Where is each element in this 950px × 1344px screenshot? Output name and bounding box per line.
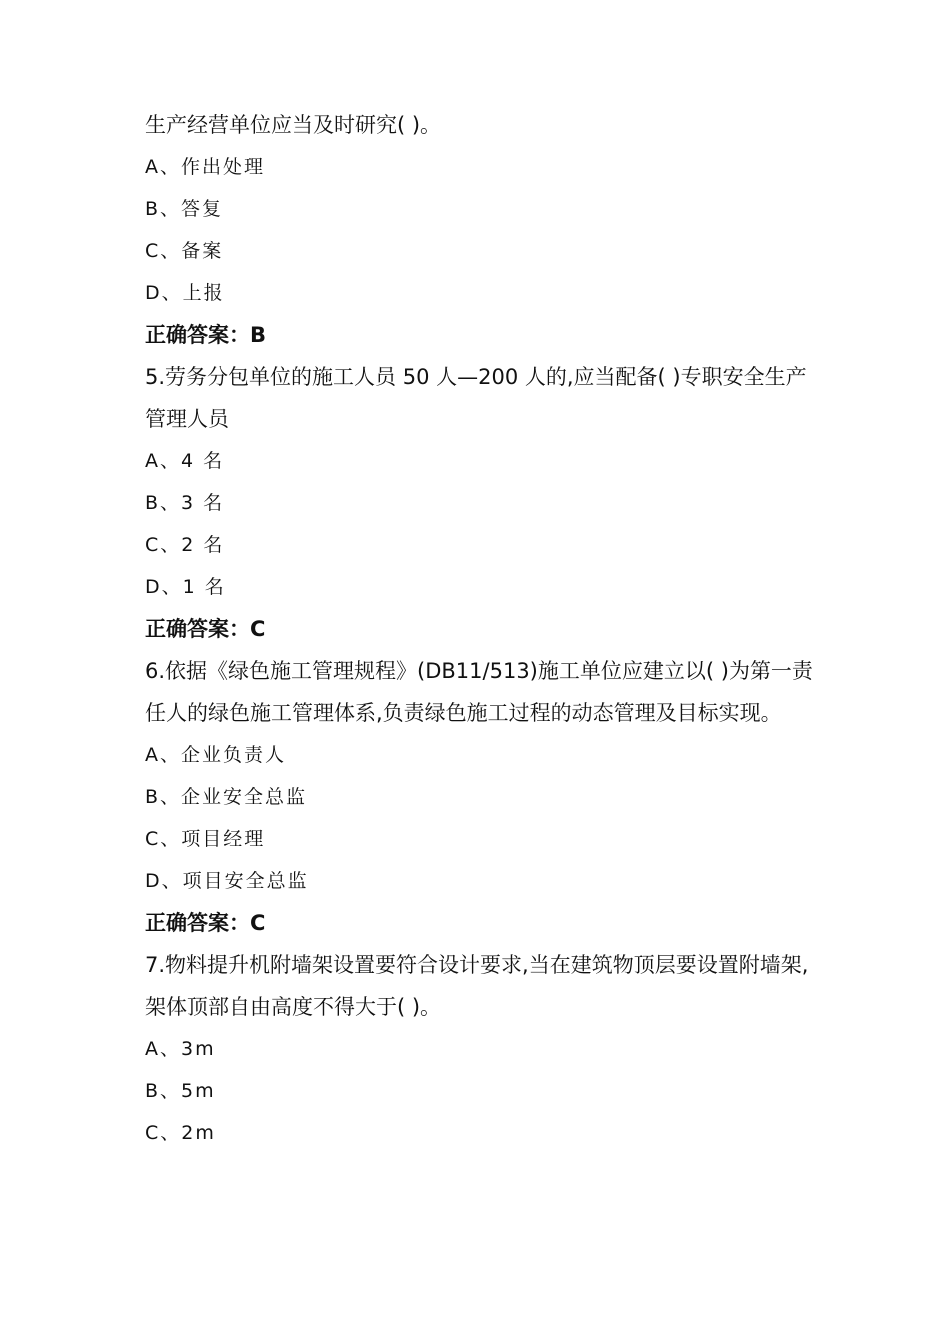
option-c: C、2 名 <box>145 534 225 556</box>
option-d: D、1 名 <box>145 576 226 598</box>
question-4 <box>145 104 815 356</box>
document-page <box>145 104 815 1154</box>
option-a: A、3m <box>145 1038 216 1060</box>
question-6 <box>145 650 815 944</box>
option-b: B、3 名 <box>145 492 225 514</box>
option-d: D、项目安全总监 <box>145 870 309 892</box>
correct-answer: 正确答案：C <box>145 617 266 641</box>
option-b: B、答复 <box>145 198 224 220</box>
question-7 <box>145 944 815 1154</box>
option-a: A、作出处理 <box>145 156 265 178</box>
question-stem: 6.依据《绿色施工管理规程》(DB11/513)施工单位应建立以( )为第一责任人的绿色施工管理体系,负责绿色施工过程的动态管理及目标实现。 <box>145 659 813 725</box>
question-5 <box>145 356 815 650</box>
correct-answer: 正确答案：B <box>145 323 267 347</box>
option-c: C、2m <box>145 1122 216 1144</box>
option-c: C、项目经理 <box>145 828 266 850</box>
question-stem: 7.物料提升机附墙架设置要符合设计要求,当在建筑物顶层要设置附墙架,架体顶部自由高度不得大于( )。 <box>145 953 809 1019</box>
option-a: A、企业负责人 <box>145 744 286 766</box>
correct-answer: 正确答案：C <box>145 911 266 935</box>
option-a: A、4 名 <box>145 450 225 472</box>
question-stem: 5.劳务分包单位的施工人员 50 人—200 人的,应当配备( )专职安全生产管理人员 <box>145 365 807 431</box>
option-c: C、备案 <box>145 240 224 262</box>
question-stem: 生产经营单位应当及时研究( )。 <box>145 113 442 137</box>
option-b: B、企业安全总监 <box>145 786 308 808</box>
option-b: B、5m <box>145 1080 216 1102</box>
option-d: D、上报 <box>145 282 225 304</box>
